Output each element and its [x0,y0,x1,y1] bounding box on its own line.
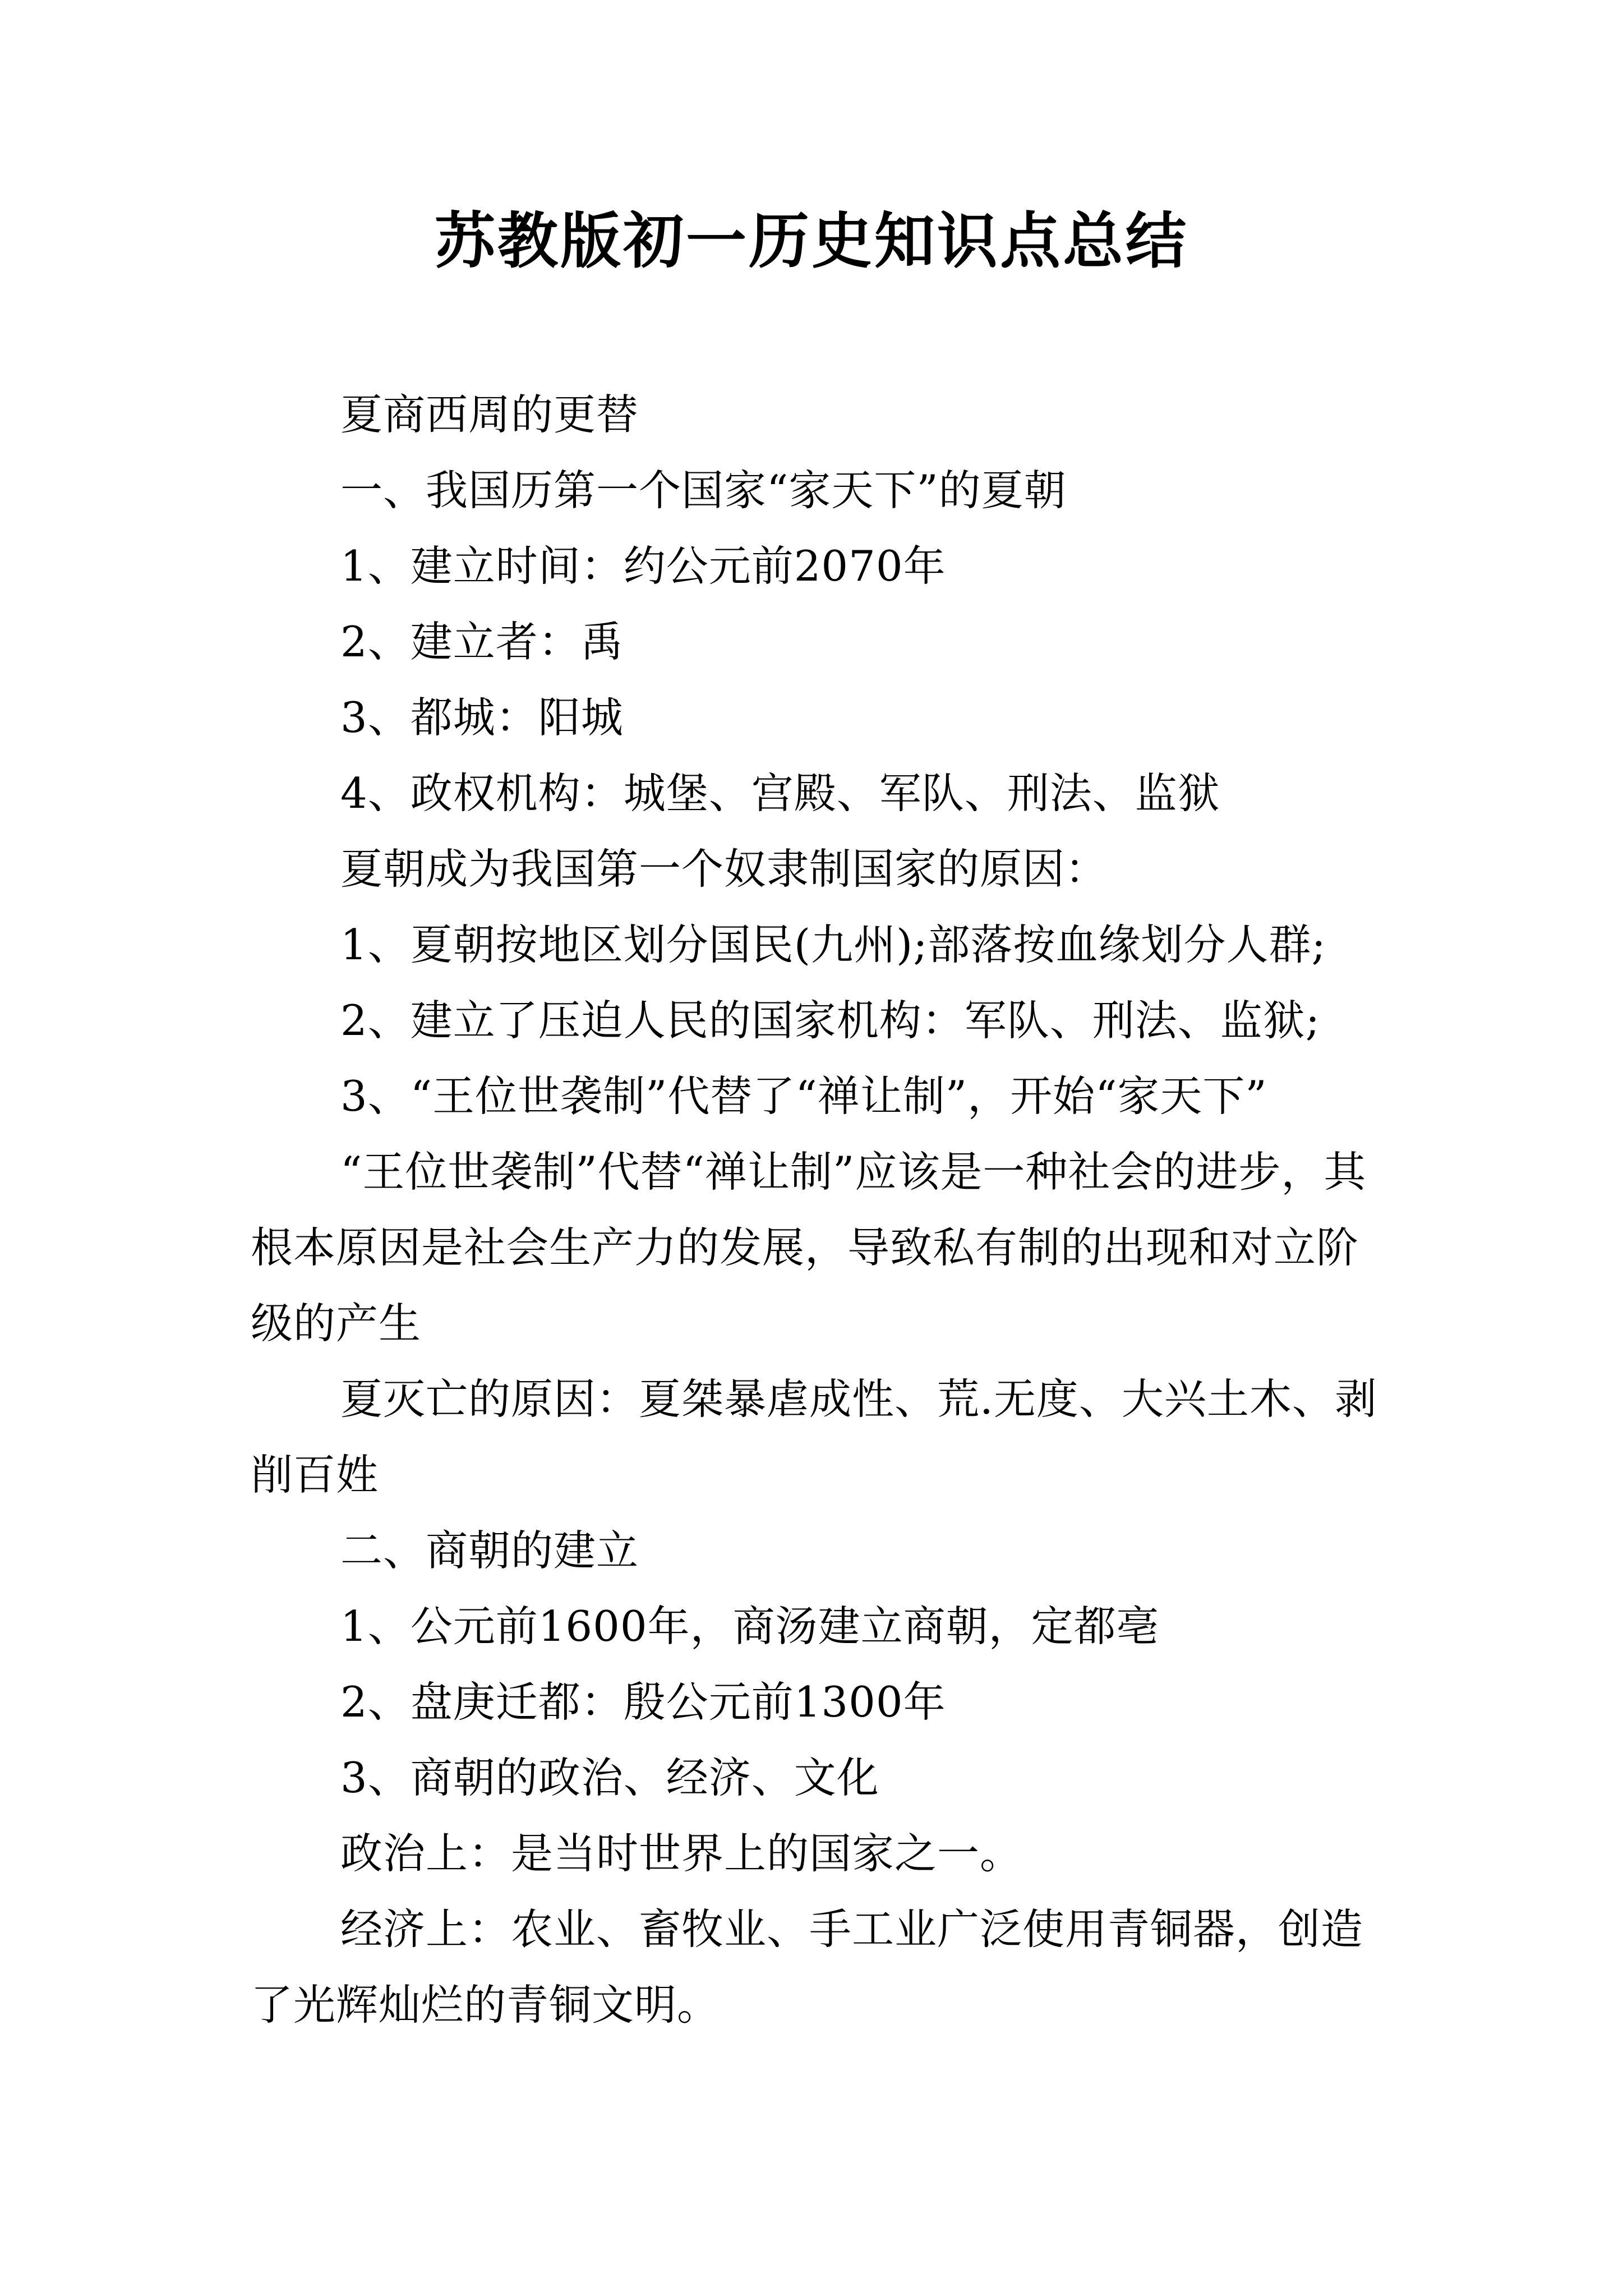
list-item: 2、建立了压迫人民的国家机构：军队、刑法、监狱; [340,996,1320,1045]
list-item: 3、商朝的政治、经济、文化 [340,1753,879,1802]
list-item: 3、“王位世袭制”代替了“禅让制”，开始“家天下” [340,1071,1267,1121]
section-heading: 一、我国历第一个国家“家天下”的夏朝 [340,466,1067,515]
section-heading: 二、商朝的建立 [340,1526,639,1575]
paragraph: 政治上：是当时世界上的国家之一。 [340,1829,1023,1878]
list-item: 2、盘庚迁都：殷公元前1300年 [340,1677,946,1727]
document-title: 苏教版初一历史知识点总结 [434,206,1188,277]
list-item: 2、建立者：禹 [340,617,624,666]
paragraph: 夏朝成为我国第一个奴隶制国家的原因： [340,844,1108,894]
paragraph: 经济上：农业、畜牧业、手工业广泛使用青铜器，创造了光辉灿烂的青铜文明。 [251,1904,1364,2030]
document-body [251,377,1384,2043]
paragraph: “王位世袭制”代替“禅让制”应该是一种社会的进步，其根本原因是社会生产力的发展，导致私有制的出现和对立阶级的产生 [251,1147,1367,1348]
list-item: 1、建立时间：约公元前2070年 [340,541,946,591]
list-item: 4、政权机构：城堡、宫殿、军队、刑法、监狱 [340,769,1220,818]
list-item: 1、夏朝按地区划分国民(九州);部落按血缘划分人群; [340,920,1326,969]
section-heading: 夏商西周的更替 [340,390,639,439]
list-item: 1、公元前1600年，商汤建立商朝，定都亳 [340,1602,1159,1651]
list-item: 3、都城：阳城 [340,693,624,742]
paragraph: 夏灭亡的原因：夏桀暴虐成性、荒.无度、大兴土木、剥削百姓 [251,1374,1377,1499]
